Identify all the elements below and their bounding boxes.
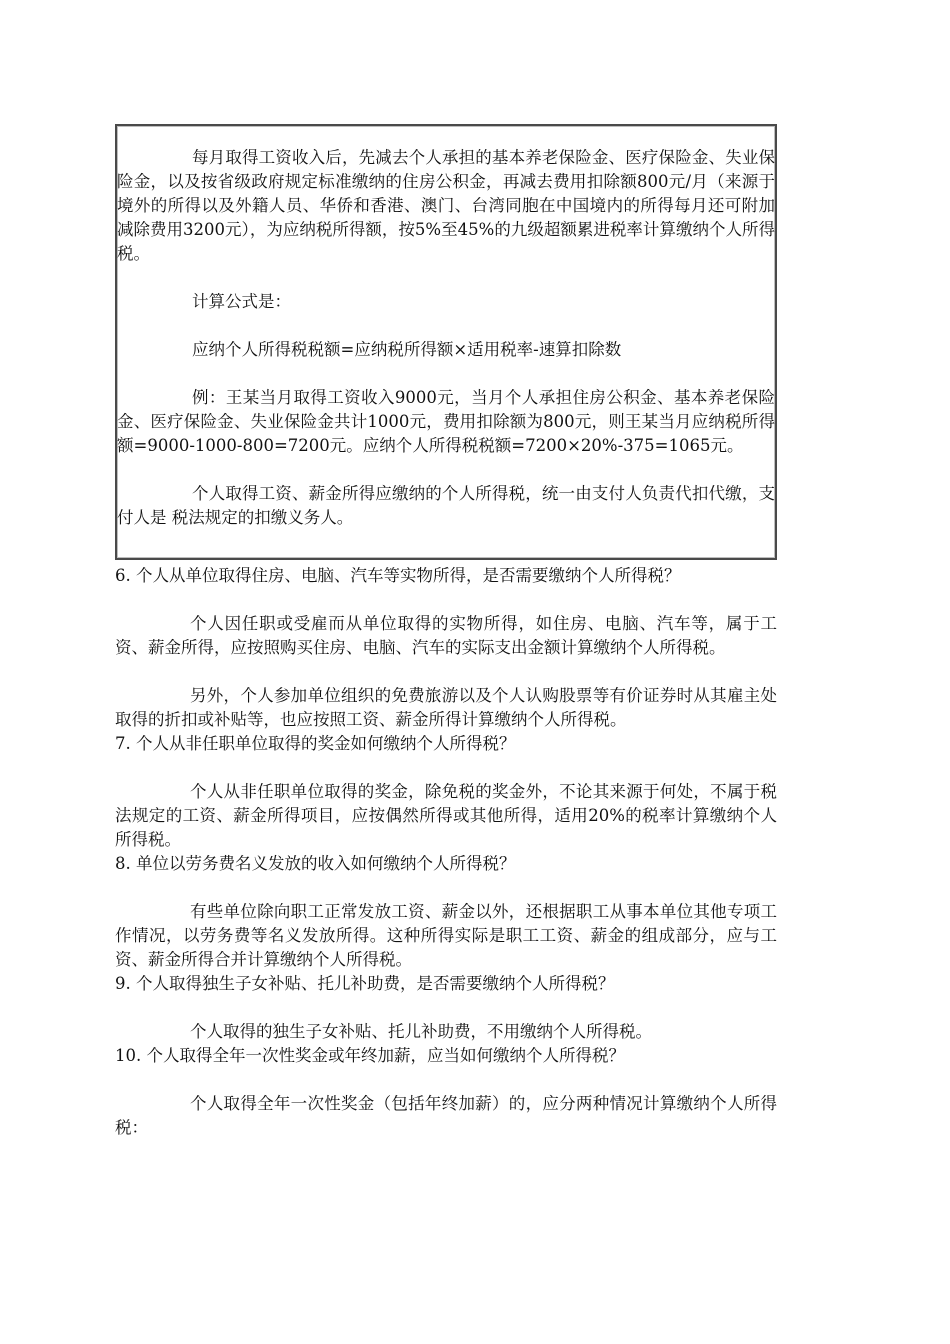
box-paragraph-5: 个人取得工资、薪金所得应缴纳的个人所得税，统一由支付人负责代扣代缴，支付人是 税法规定的扣缴义务人。 (117, 484, 775, 527)
spacer (117, 266, 775, 290)
question-10-answer: 个人取得全年一次性奖金（包括年终加薪）的，应分两种情况计算缴纳个人所得税： (115, 1094, 777, 1137)
question-6-answer-1: 个人因任职或受雇而从单位取得的实物所得，如住房、电脑、汽车等，属于工资、薪金所得，应按照购买住房、电脑、汽车的实际支出金额计算缴纳个人所得税。 (115, 614, 777, 657)
question-10-heading: 10. 个人取得全年一次性奖金或年终加薪，应当如何缴纳个人所得税？ (115, 1046, 625, 1065)
spacer (117, 314, 775, 338)
spacer (115, 660, 777, 684)
spacer (115, 588, 777, 612)
question-9-answer: 个人取得的独生子女补贴、托儿补助费，不用缴纳个人所得税。 (190, 1022, 652, 1041)
document-body (115, 564, 777, 1140)
spacer (115, 996, 777, 1020)
question-8-answer: 有些单位除向职工正常发放工资、薪金以外，还根据职工从事本单位其他专项工作情况，以劳务费等名义发放所得。这种所得实际是职工工资、薪金的组成部分，应与工资、薪金所得合并计算缴纳个人所得税。 (115, 902, 777, 969)
question-7-heading: 7. 个人从非任职单位取得的奖金如何缴纳个人所得税？ (115, 734, 516, 753)
box-paragraph-2: 计算公式是： (192, 292, 291, 311)
box-paragraph-1: 每月取得工资收入后，先减去个人承担的基本养老保险金、医疗保险金、失业保险金，以及按省级政府规定标准缴纳的住房公积金，再减去费用扣除额800元/月（来源于境外的所得以及外籍人员、华侨和香港、澳门、台湾同胞在中国境内的所得每月还可附加减除费用3200元），为应纳税所得额，按5%至45%的九级超额累进税率计算缴纳个人所得税。 (117, 148, 775, 263)
spacer (115, 876, 777, 900)
question-9-heading: 9. 个人取得独生子女补贴、托儿补助费，是否需要缴纳个人所得税？ (115, 974, 615, 993)
spacer (115, 1068, 777, 1092)
spacer (115, 756, 777, 780)
question-6-answer-2: 另外，个人参加单位组织的免费旅游以及个人认购股票等有价证券时从其雇主处取得的折扣或补贴等，也应按照工资、薪金所得计算缴纳个人所得税。 (115, 686, 777, 729)
spacer (117, 458, 775, 482)
question-6-heading: 6. 个人从单位取得住房、电脑、汽车等实物所得，是否需要缴纳个人所得税？ (115, 566, 681, 585)
spacer (117, 362, 775, 386)
box-formula: 应纳个人所得税税额=应纳税所得额×适用税率-速算扣除数 (192, 340, 622, 359)
box-example: 例：王某当月取得工资收入9000元，当月个人承担住房公积金、基本养老保险金、医疗保险金、失业保险金共计1000元，费用扣除额为800元，则王某当月应纳税所得额=9000-1000-800=7200元。应纳个人所得税税额=7200×20%-375=1065元。 (117, 388, 775, 455)
question-8-heading: 8. 单位以劳务费名义发放的收入如何缴纳个人所得税？ (115, 854, 516, 873)
bordered-text-box (115, 124, 777, 560)
question-7-answer: 个人从非任职单位取得的奖金，除免税的奖金外，不论其来源于何处，不属于税法规定的工资、薪金所得项目，应按偶然所得或其他所得，适用20%的税率计算缴纳个人所得税。 (115, 782, 777, 849)
